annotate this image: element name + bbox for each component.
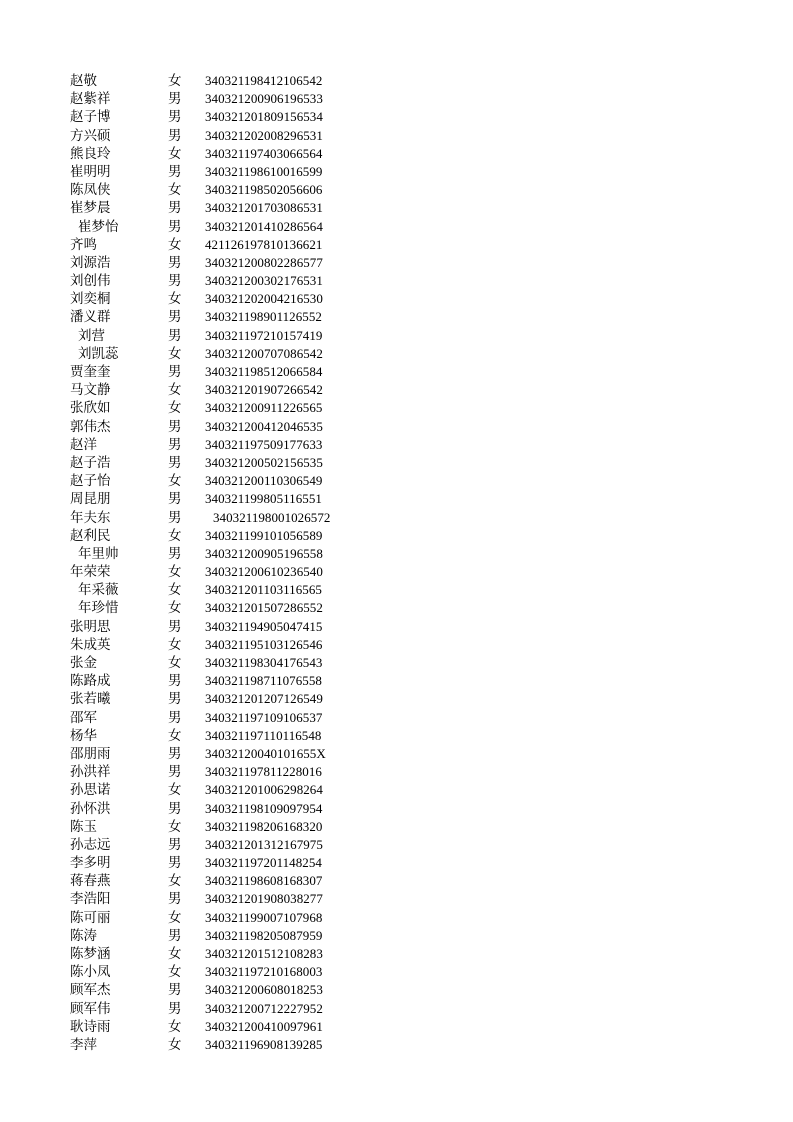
name-cell: 张金	[70, 655, 97, 671]
table-row	[0, 581, 793, 599]
gender-cell: 男	[168, 982, 182, 999]
id-number-cell: 340321199805116551	[205, 491, 322, 507]
name-cell: 年荣荣	[70, 564, 111, 581]
table-row	[0, 454, 793, 472]
id-number-cell: 340321198304176543	[205, 655, 323, 670]
name-cell: 齐鸣	[70, 236, 97, 253]
gender-cell: 男	[168, 200, 182, 217]
name-cell: 赵利民	[70, 527, 111, 544]
id-number-cell: 340321196908139285	[205, 1036, 323, 1052]
name-cell: 李多明	[70, 855, 111, 872]
gender-cell: 男	[168, 127, 182, 144]
id-number-cell: 340321200502156535	[205, 454, 323, 470]
id-number-cell: 340321194905047415	[205, 618, 323, 634]
table-row	[0, 854, 793, 872]
name-cell: 赵子怡	[70, 473, 111, 490]
gender-cell: 男	[168, 927, 182, 944]
name-cell: 赵子博	[70, 109, 111, 126]
id-number-cell: 34032120040101655X	[205, 745, 326, 761]
id-number-cell: 340321200911226565	[205, 400, 323, 416]
name-cell: 刘营	[78, 327, 105, 344]
gender-cell: 女	[168, 182, 182, 199]
name-cell: 顾军杰	[70, 982, 111, 999]
id-number-cell: 340321198901126552	[205, 309, 322, 325]
name-cell: 孙志远	[70, 836, 111, 853]
gender-cell: 女	[168, 345, 182, 362]
table-row	[0, 727, 793, 745]
name-cell: 杨华	[70, 727, 97, 744]
table-row	[0, 436, 793, 454]
gender-cell: 女	[168, 873, 182, 890]
gender-cell: 女	[168, 818, 182, 835]
table-row	[0, 218, 793, 236]
table-row	[0, 1018, 793, 1036]
gender-cell: 女	[168, 582, 182, 599]
gender-cell: 女	[168, 236, 182, 253]
table-row	[0, 836, 793, 854]
table-row	[0, 618, 793, 636]
name-cell: 李浩阳	[70, 891, 111, 908]
name-cell: 年夫东	[70, 509, 111, 526]
id-number-cell: 340321198109097954	[205, 800, 323, 816]
id-number-cell: 340321201908038277	[205, 891, 323, 907]
name-cell: 年里帅	[78, 545, 119, 562]
id-number-cell: 340321198412106542	[205, 73, 323, 88]
name-cell: 崔明明	[70, 163, 111, 180]
table-row	[0, 272, 793, 290]
name-cell: 李萍	[70, 1036, 97, 1053]
name-cell: 刘创伟	[70, 273, 111, 290]
table-row	[0, 709, 793, 727]
name-cell: 孙思诺	[70, 782, 111, 799]
name-cell: 赵紫祥	[70, 91, 111, 108]
table-row	[0, 418, 793, 436]
name-cell: 孙怀洪	[70, 800, 111, 817]
name-cell: 孙洪祥	[70, 764, 111, 781]
name-cell: 耿诗雨	[70, 1018, 111, 1035]
name-cell: 崔梦怡	[78, 218, 119, 235]
id-number-cell: 340321201410286564	[205, 218, 323, 234]
name-cell: 陈路成	[70, 673, 111, 690]
gender-cell: 男	[168, 673, 182, 690]
id-number-cell: 340321200906196533	[205, 91, 323, 107]
name-cell: 张明思	[70, 618, 111, 635]
id-number-cell: 340321199007107968	[205, 909, 323, 925]
table-row	[0, 599, 793, 617]
id-number-cell: 340321199101056589	[205, 527, 323, 543]
gender-cell: 男	[168, 454, 182, 471]
table-row	[0, 527, 793, 545]
id-number-cell: 340321198205087959	[205, 927, 323, 943]
name-cell: 陈小凤	[70, 964, 111, 981]
gender-cell: 男	[168, 618, 182, 635]
table-row	[0, 563, 793, 581]
table-row	[0, 963, 793, 981]
gender-cell: 男	[168, 327, 182, 344]
table-row	[0, 108, 793, 126]
name-cell: 方兴硕	[70, 127, 111, 144]
table-row	[0, 745, 793, 763]
id-number-cell: 340321201006298264	[205, 782, 323, 798]
name-cell: 刘凯蕊	[78, 345, 119, 362]
id-number-cell: 340321201512108283	[205, 946, 323, 961]
gender-cell: 女	[168, 527, 182, 544]
gender-cell: 男	[168, 218, 182, 235]
gender-cell: 男	[168, 309, 182, 326]
id-number-cell: 340321201809156534	[205, 109, 323, 125]
name-cell: 贾奎奎	[70, 364, 111, 380]
id-number-cell: 340321201103116565	[205, 582, 322, 598]
table-row	[0, 308, 793, 326]
id-number-cell: 340321197210168003	[205, 964, 323, 980]
name-cell: 年珍惜	[78, 600, 119, 617]
id-number-cell: 340321200802286577	[205, 254, 323, 270]
id-number-cell: 340321201207126549	[205, 691, 323, 707]
gender-cell: 男	[168, 745, 182, 762]
id-number-cell: 340321200110306549	[205, 473, 323, 489]
id-number-cell: 340321201703086531	[205, 200, 323, 216]
gender-cell: 女	[168, 946, 182, 962]
name-cell: 刘源浩	[70, 254, 111, 271]
id-number-cell: 340321197509177633	[205, 436, 323, 452]
gender-cell: 女	[168, 655, 182, 671]
gender-cell: 男	[168, 509, 182, 526]
gender-cell: 男	[168, 436, 182, 453]
table-row	[0, 399, 793, 417]
id-number-cell: 340321200302176531	[205, 273, 323, 289]
id-number-cell: 340321197201148254	[205, 855, 322, 871]
id-number-cell: 340321200712227952	[205, 1000, 323, 1016]
gender-cell: 男	[168, 91, 182, 108]
name-cell: 年采薇	[78, 582, 119, 599]
id-number-cell: 340321197811228016	[205, 764, 322, 780]
gender-cell: 女	[168, 600, 182, 617]
table-row	[0, 327, 793, 345]
table-row	[0, 345, 793, 363]
gender-cell: 女	[168, 145, 182, 162]
id-number-cell: 340321201507286552	[205, 600, 323, 616]
name-cell: 周昆朋	[70, 491, 111, 508]
table-row	[0, 927, 793, 945]
id-number-cell: 340321197403066564	[205, 145, 323, 161]
table-row	[0, 72, 793, 90]
gender-cell: 男	[168, 254, 182, 271]
name-cell: 陈梦涵	[70, 946, 111, 962]
name-cell: 蒋春燕	[70, 873, 111, 890]
gender-cell: 女	[168, 73, 182, 89]
table-row	[0, 800, 793, 818]
table-row	[0, 909, 793, 927]
id-number-cell: 340321198512066584	[205, 364, 323, 379]
gender-cell: 男	[168, 709, 182, 726]
table-row	[0, 981, 793, 999]
roster-sheet	[0, 72, 793, 1054]
table-row	[0, 381, 793, 399]
table-row	[0, 472, 793, 490]
gender-cell: 女	[168, 782, 182, 799]
gender-cell: 男	[168, 891, 182, 908]
name-cell: 陈玉	[70, 818, 97, 835]
id-number-cell: 340321202008296531	[205, 127, 323, 143]
name-cell: 张若曦	[70, 691, 111, 708]
table-row	[0, 545, 793, 563]
gender-cell: 女	[168, 473, 182, 490]
name-cell: 刘奕桐	[70, 291, 111, 308]
gender-cell: 男	[168, 691, 182, 708]
id-number-cell: 421126197810136621	[205, 236, 323, 252]
name-cell: 张欣如	[70, 400, 111, 417]
id-number-cell: 340321200608018253	[205, 982, 323, 998]
id-number-cell: 340321198001026572	[213, 509, 331, 525]
id-number-cell: 340321198610016599	[205, 163, 323, 179]
id-number-cell: 340321195103126546	[205, 636, 323, 652]
id-number-cell: 340321201312167975	[205, 836, 323, 852]
gender-cell: 男	[168, 109, 182, 126]
table-row	[0, 763, 793, 781]
gender-cell: 男	[168, 418, 182, 435]
id-number-cell: 340321200707086542	[205, 345, 323, 361]
gender-cell: 女	[168, 727, 182, 744]
gender-cell: 女	[168, 636, 182, 653]
gender-cell: 女	[168, 564, 182, 581]
id-number-cell: 340321198608168307	[205, 873, 323, 889]
id-number-cell: 340321200905196558	[205, 545, 323, 561]
table-row	[0, 690, 793, 708]
gender-cell: 男	[168, 545, 182, 562]
id-number-cell: 340321197109106537	[205, 709, 323, 725]
gender-cell: 男	[168, 836, 182, 853]
table-row	[0, 199, 793, 217]
table-row	[0, 1036, 793, 1054]
name-cell: 赵洋	[70, 436, 97, 453]
gender-cell: 男	[168, 364, 182, 380]
table-row	[0, 145, 793, 163]
table-row	[0, 945, 793, 963]
id-number-cell: 340321201907266542	[205, 382, 323, 398]
table-row	[0, 490, 793, 508]
name-cell: 马文静	[70, 382, 111, 399]
table-row	[0, 1000, 793, 1018]
name-cell: 熊良玲	[70, 145, 111, 162]
name-cell: 朱成英	[70, 636, 111, 653]
gender-cell: 女	[168, 964, 182, 981]
table-row	[0, 236, 793, 254]
id-number-cell: 340321200412046535	[205, 418, 323, 434]
name-cell: 郭伟杰	[70, 418, 111, 435]
table-row	[0, 872, 793, 890]
gender-cell: 女	[168, 1036, 182, 1053]
name-cell: 陈凤侠	[70, 182, 111, 199]
table-row	[0, 163, 793, 181]
table-row	[0, 781, 793, 799]
gender-cell: 男	[168, 855, 182, 872]
gender-cell: 男	[168, 163, 182, 180]
id-number-cell: 340321198206168320	[205, 818, 323, 834]
table-row	[0, 818, 793, 836]
id-number-cell: 340321202004216530	[205, 291, 323, 307]
gender-cell: 女	[168, 291, 182, 308]
gender-cell: 男	[168, 1000, 182, 1017]
table-row	[0, 509, 793, 527]
gender-cell: 男	[168, 800, 182, 817]
name-cell: 陈可丽	[70, 909, 111, 926]
id-number-cell: 340321197210157419	[205, 327, 323, 343]
table-row	[0, 181, 793, 199]
table-row	[0, 890, 793, 908]
table-row	[0, 363, 793, 381]
id-number-cell: 340321198711076558	[205, 673, 322, 689]
name-cell: 陈涛	[70, 927, 97, 944]
gender-cell: 男	[168, 273, 182, 290]
table-row	[0, 654, 793, 672]
table-row	[0, 90, 793, 108]
id-number-cell: 340321200610236540	[205, 564, 323, 580]
name-cell: 顾军伟	[70, 1000, 111, 1017]
gender-cell: 女	[168, 400, 182, 417]
table-row	[0, 636, 793, 654]
gender-cell: 男	[168, 764, 182, 781]
id-number-cell: 340321197110116548	[205, 727, 322, 743]
name-cell: 赵子浩	[70, 454, 111, 471]
name-cell: 潘义群	[70, 309, 111, 326]
table-row	[0, 127, 793, 145]
table-row	[0, 254, 793, 272]
name-cell: 崔梦晨	[70, 200, 111, 217]
table-row	[0, 672, 793, 690]
table-row	[0, 290, 793, 308]
gender-cell: 男	[168, 491, 182, 508]
id-number-cell: 340321198502056606	[205, 182, 323, 198]
gender-cell: 女	[168, 382, 182, 399]
name-cell: 邵军	[70, 709, 97, 726]
gender-cell: 女	[168, 1018, 182, 1035]
gender-cell: 女	[168, 909, 182, 926]
name-cell: 赵敬	[70, 73, 97, 89]
id-number-cell: 340321200410097961	[205, 1018, 323, 1034]
name-cell: 邵朋雨	[70, 745, 111, 762]
